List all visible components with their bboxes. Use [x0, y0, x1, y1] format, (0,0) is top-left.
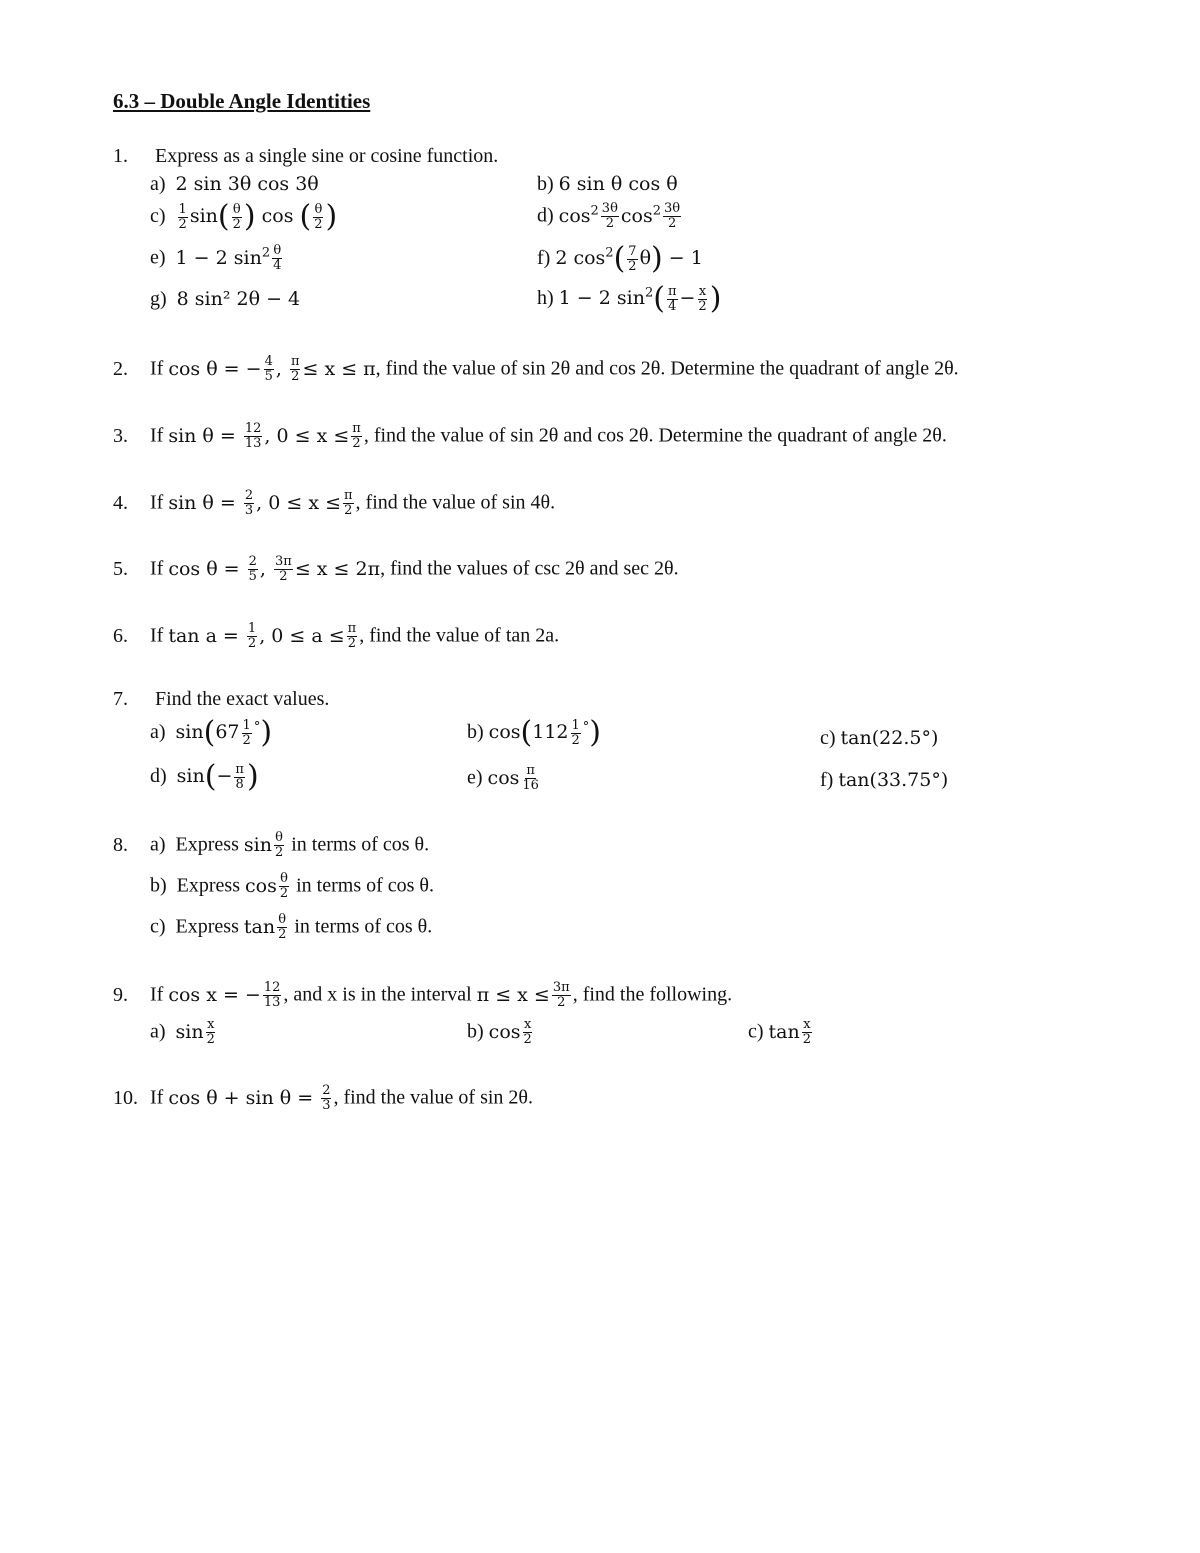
question-number: 1.: [113, 145, 128, 167]
q9-part-b: b) cos $\frac{x}{2}$: [467, 1017, 532, 1047]
q1-part-d: d) $\cos^2$ $\frac{3\theta}{2}$ $\cos^2$ $\frac{3\theta}{2}$: [537, 201, 681, 231]
question-8-c: c) Express tan $\frac{\theta}{2}$ in terms of cos θ.: [150, 912, 433, 942]
question-10: 10. If cos θ + sin θ = $\frac{2}{3}$ , find the value of sin 2θ.: [113, 1083, 534, 1113]
q9-part-a: a) sin $\frac{x}{2}$: [150, 1017, 215, 1047]
question-number: 6.: [113, 624, 128, 647]
q7-part-d: d) sin(− $\frac{\pi}{8}$ ): [150, 759, 259, 794]
question-3: 3. If sin θ = $\frac{12}{13}$ , 0 ≤ x ≤ $\frac{\pi}{2}$ , find the value of sin 2θ and cos 2θ. Determine the quadrant of angle 2θ.: [113, 421, 947, 451]
question-1: [113, 145, 1173, 168]
question-text: Express as a single sine or cosine function.: [155, 145, 499, 167]
q9-part-c: c) tan $\frac{x}{2}$: [748, 1017, 812, 1047]
q7-part-a: a) sin(67 $\frac{1}{2}$ °): [150, 715, 273, 750]
question-number: 4.: [113, 491, 128, 514]
question-number: 7.: [113, 688, 128, 710]
question-number: 5.: [113, 557, 128, 580]
q1-part-a: a) 2 sin 3θ cos 3θ: [150, 173, 319, 195]
q1-part-e: e) 1 − 2 $\sin^2$ $\frac{\theta}{4}$: [150, 243, 282, 273]
page-title: 6.3 – Double Angle Identities: [113, 89, 371, 113]
q1-part-c: c) $\frac{1}{2}$ sin( $\frac{\theta}{2}$ ) cos ( $\frac{\theta}{2}$ ): [150, 199, 338, 234]
question-4: 4. If sin θ = $\frac{2}{3}$ , 0 ≤ x ≤ $\frac{\pi}{2}$ , find the value of sin 4θ.: [113, 488, 556, 518]
question-text: , find the value of sin 2θ.: [333, 1086, 534, 1109]
expression: tan(22.5°): [840, 727, 939, 749]
q7-part-f: f) tan(33.75°): [820, 769, 949, 791]
question-number: 3.: [113, 424, 128, 447]
q7-part-e: e) cos $\frac{\pi}{16}$: [467, 763, 539, 793]
question-number: 8.: [113, 833, 128, 856]
question-8-b: b) Express cos $\frac{\theta}{2}$ in terms of cos θ.: [150, 871, 435, 901]
question-text: Find the exact values.: [155, 688, 330, 710]
expression: 6 sin θ cos θ: [558, 173, 678, 195]
expression: 2 sin 3θ cos 3θ: [175, 173, 319, 195]
question-2: 2. If cos θ = − $\frac{4}{5}$ , $\frac{\pi}{2}$ ≤ x ≤ π, find the value of sin 2θ and cos 2θ. Determine the quadrant of angle 2θ.: [113, 354, 959, 384]
q1-part-f: f) 2 $\cos^2$( $\frac{7}{2}$ θ) − 1: [537, 241, 703, 276]
expression: tan(33.75°): [838, 769, 949, 791]
question-6: 6. If tan a = $\frac{1}{2}$ , 0 ≤ a ≤ $\frac{\pi}{2}$ , find the value of tan 2a.: [113, 621, 560, 651]
q1-part-g: g) 8 sin² 2θ − 4: [150, 288, 301, 310]
q7-part-b: b) cos(112 $\frac{1}{2}$ °): [467, 715, 601, 750]
question-number: 2.: [113, 357, 128, 380]
question-8-a: 8. a) Express sin $\frac{\theta}{2}$ in terms of cos θ.: [113, 830, 430, 860]
q7-part-c: c) tan(22.5°): [820, 727, 939, 749]
question-9: 9. If cos x = − $\frac{12}{13}$ , and x is in the interval π ≤ x ≤ $\frac{3\pi}{2}$ , find the following.: [113, 980, 733, 1010]
q1-part-h: h) 1 − 2 $\sin^2$( $\frac{\pi}{4}$ − $\frac{x}{2}$ ): [537, 281, 722, 316]
question-text: , find the value of sin 2θ and cos 2θ. Determine the quadrant of angle 2θ.: [375, 357, 959, 380]
question-5: 5. If cos θ = $\frac{2}{5}$ , $\frac{3\pi}{2}$ ≤ x ≤ 2π, find the values of csc 2θ and sec 2θ.: [113, 554, 679, 584]
q1-part-b: b) 6 sin θ cos θ: [537, 173, 678, 195]
question-text: , find the following.: [572, 983, 733, 1006]
question-text: , find the values of csc 2θ and sec 2θ.: [380, 557, 679, 580]
question-text: , find the value of sin 2θ and cos 2θ. Determine the quadrant of angle 2θ.: [363, 424, 947, 447]
question-text: , find the value of sin 4θ.: [355, 491, 556, 514]
question-number: 10.: [113, 1086, 138, 1109]
question-number: 9.: [113, 983, 128, 1006]
expression: 8 sin² 2θ − 4: [176, 288, 301, 310]
question-text: , find the value of tan 2a.: [359, 624, 560, 647]
question-7: [113, 688, 1173, 711]
